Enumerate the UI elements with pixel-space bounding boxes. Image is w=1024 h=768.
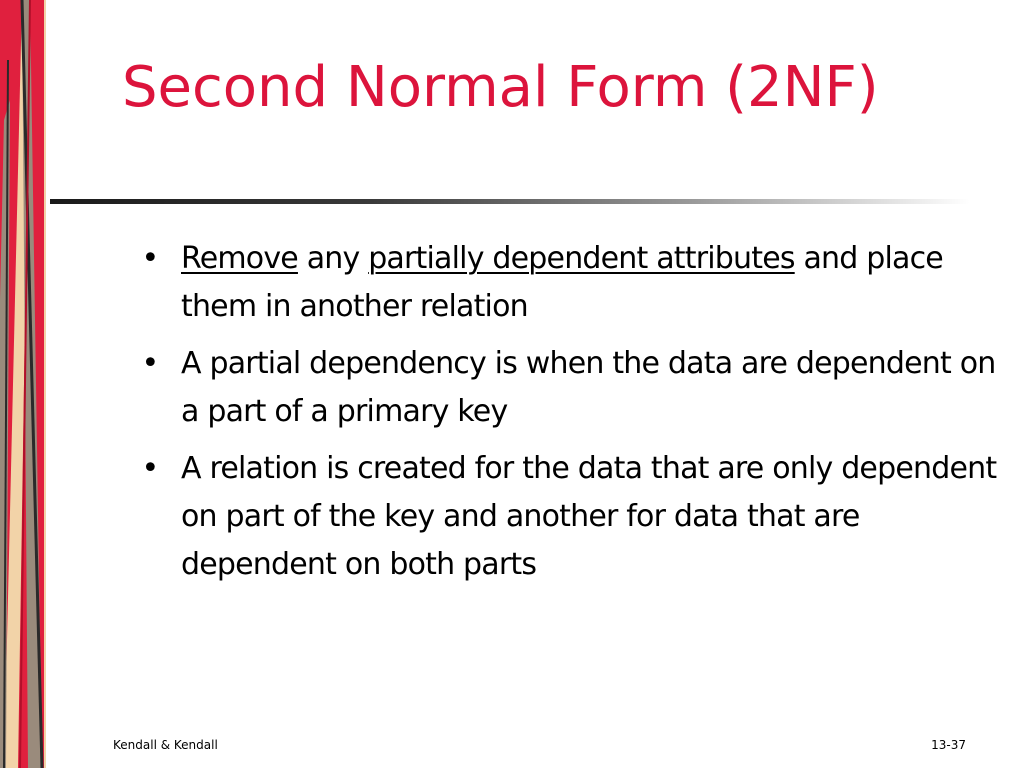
bullet-text-remove: Remove bbox=[181, 241, 298, 276]
bullet-text: any bbox=[297, 241, 369, 276]
title-divider bbox=[50, 199, 970, 204]
bullet-text: and place them in another relation bbox=[181, 241, 943, 324]
bullet-list bbox=[138, 235, 1013, 598]
slide-title: Second Normal Form (2NF) bbox=[122, 55, 879, 120]
bullet-item bbox=[138, 340, 1013, 436]
bullet-text: A relation is created for the data that are only dependent on part of the key and another for data that are dependent on both parts bbox=[181, 451, 997, 582]
footer-author: Kendall & Kendall bbox=[113, 738, 218, 752]
bullet-marker: • bbox=[141, 346, 159, 381]
bullet-text: A partial dependency is when the data are dependent on a part of a primary key bbox=[181, 346, 996, 429]
bullet-marker: • bbox=[141, 451, 159, 486]
bullet-item bbox=[138, 445, 1013, 589]
bullet-text-partially-dependent: partially dependent attributes bbox=[368, 241, 795, 276]
footer-page-number: 13-37 bbox=[931, 738, 966, 752]
bullet-marker: • bbox=[141, 241, 159, 276]
decorative-stripe bbox=[0, 0, 46, 768]
bullet-item bbox=[138, 235, 1013, 331]
